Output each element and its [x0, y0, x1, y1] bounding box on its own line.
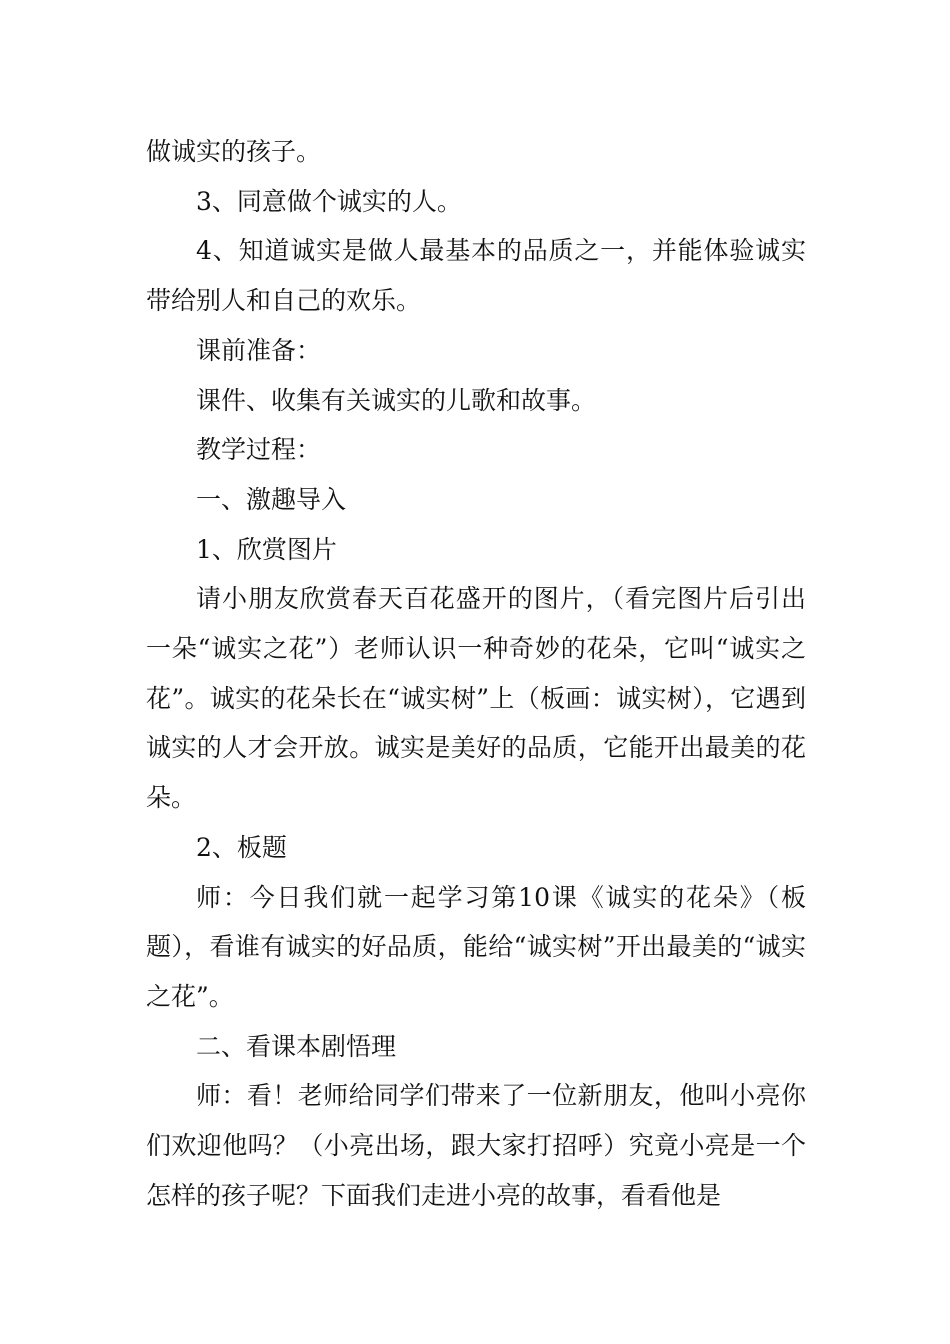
paragraph: 1、欣赏图片 [196, 534, 337, 564]
paragraph: 2、板题 [196, 832, 287, 862]
paragraph: 3、同意做个诚实的人。 [196, 186, 462, 216]
section-heading: 二、看课本剧悟理 [196, 1031, 397, 1061]
paragraph: 课前准备： [196, 335, 322, 365]
document-body [146, 127, 806, 1220]
paragraph: 师：今日我们就一起学习第10课《诚实的花朵》（板题），看谁有诚实的好品质，能给“诚实树”开出最美的“诚实之花”。 [146, 882, 806, 1011]
section-heading: 一、激趣导入 [196, 484, 347, 514]
paragraph: 师：看！老师给同学们带来了一位新朋友，他叫小亮你们欢迎他吗？（小亮出场，跟大家打招呼）究竟小亮是一个怎样的孩子呢？下面我们走进小亮的故事，看看他是 [146, 1081, 806, 1210]
paragraph: 4、知道诚实是做人最基本的品质之一，并能体验诚实带给别人和自己的欢乐。 [146, 236, 806, 316]
paragraph: 做诚实的孩子。 [146, 137, 322, 166]
paragraph: 教学过程： [196, 435, 322, 465]
paragraph: 课件、收集有关诚实的儿歌和故事。 [196, 385, 597, 415]
paragraph: 请小朋友欣赏春天百花盛开的图片，（看完图片后引出一朵“诚实之花”）老师认识一种奇妙的花朵，它叫“诚实之花”。诚实的花朵长在“诚实树”上（板画：诚实树），它遇到诚实的人才会开放。诚实是美好的品质，它能开出最美的花朵。 [146, 584, 806, 813]
